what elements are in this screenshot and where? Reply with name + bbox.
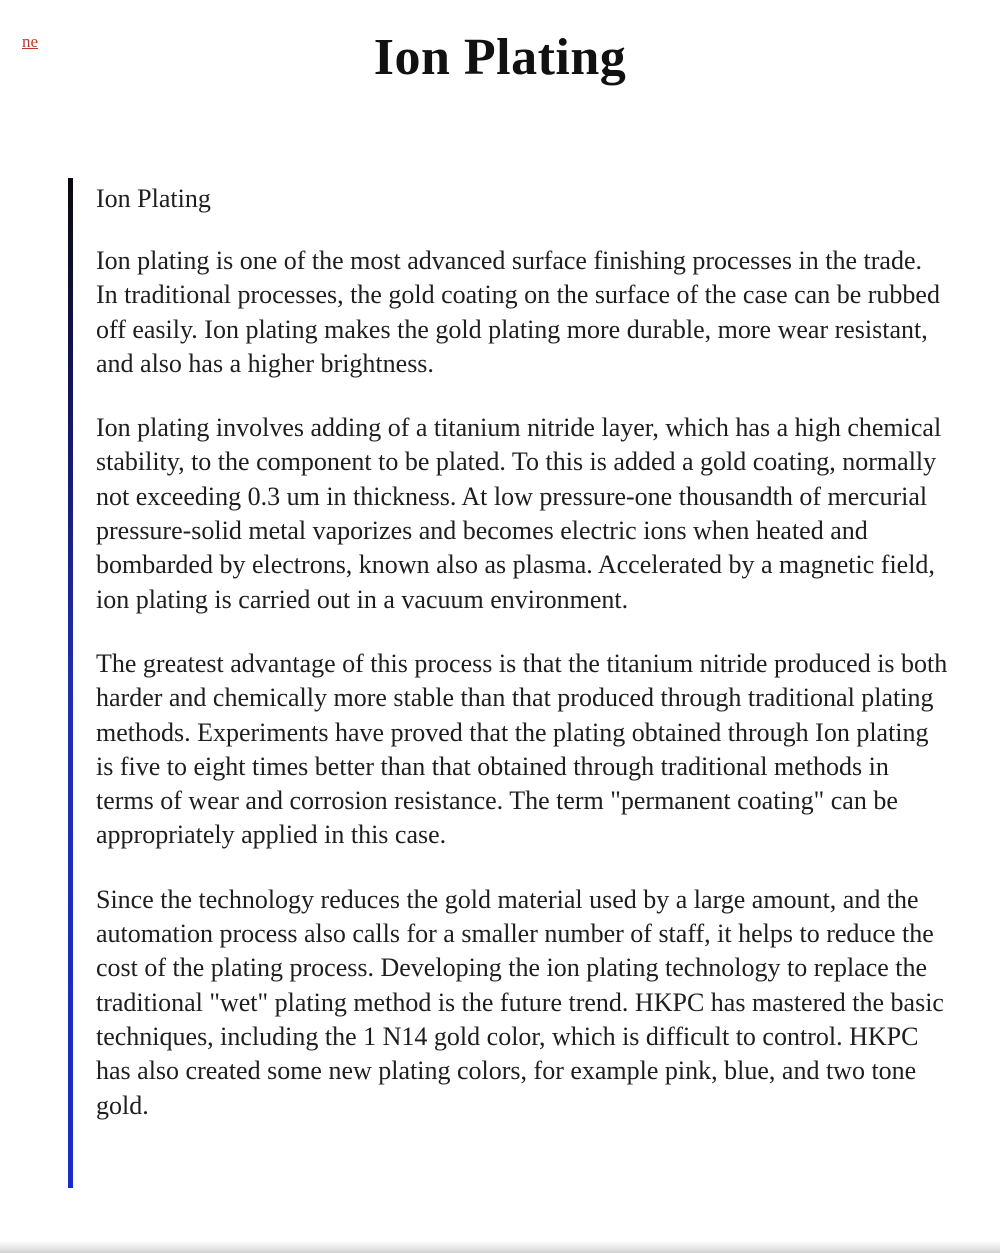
paragraph-cost: Since the technology reduces the gold material used by a large amount, and the automation process also calls for a smaller number of staff, it helps to reduce the cost of the plating process. Developing the ion plating technology to replace the traditional "wet" plating method is the future trend. HKPC has mastered the basic techniques, including the 1 N14 gold color, which is difficult to control. HKPC has also created some new plating colors, for example pink, blue, and two tone gold. bbox=[96, 884, 944, 1120]
article-heading: Ion Plating bbox=[96, 184, 211, 213]
paragraph-process: Ion plating involves adding of a titanium nitride layer, which has a high chemical stability, to the component to be plated. To this is added a gold coating, normally not exceeding 0.3 um in thickness. At low pressure-one thousandth of mercurial pressure-solid metal vaporizes and becomes electric ions when heated and bombarded by electrons, known also as plasma. Accelerated by a magnetic field, ion plating is carried out in a vacuum environment. bbox=[96, 413, 942, 614]
article-body bbox=[96, 180, 948, 1123]
page-bottom-edge bbox=[0, 1241, 1000, 1253]
corner-link[interactable]: ne bbox=[22, 32, 39, 51]
article-block bbox=[68, 178, 948, 1123]
blockquote-rule bbox=[68, 178, 73, 1188]
page-title: Ion Plating bbox=[373, 29, 627, 86]
paragraph-intro: Ion plating is one of the most advanced surface finishing processes in the trade. In traditional processes, the gold coating on the surface of the case can be rubbed off easily. Ion plating makes the gold plating more durable, more wear resistant, and also has a higher brightness. bbox=[96, 246, 940, 378]
paragraph-advantage: The greatest advantage of this process is that the titanium nitride produced is both harder and chemically more stable than that produced through traditional plating methods. Experiments have proved that the plating obtained through Ion plating is five to eight times better than that obtained through traditional methods in terms of wear and corrosion resistance. The term "permanent coating" can be appropriately applied in this case. bbox=[96, 648, 948, 850]
